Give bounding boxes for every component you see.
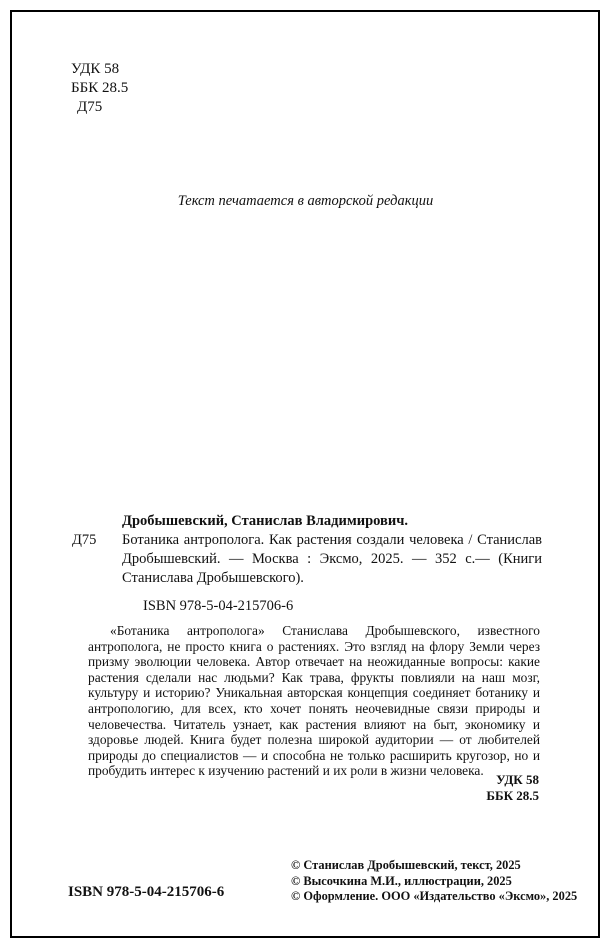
copyright-line-text: © Станислав Дробышевский, текст, 2025 <box>291 858 521 872</box>
copyright-block <box>291 858 577 905</box>
bbk-code: ББК 28.5 <box>71 80 129 96</box>
annotation-paragraph: «Ботаника антрополога» Станислава Дробышевского, известного антрополога, не просто книга о растениях. Это взгляд на флору Земли через призму эволюции человека. Автор отвечает на неожиданные вопросы: какие растения сделали нас людьми? Как трава, фрукты повлияли на наш мозг, культуру и историю? Уникальная авторская концепция соединяет ботанику и антропологию, для всех, кто хочет понять неочевидные связи природы и человечества. Читатель узнает, как растения влияют на быт, экономику и здоровье людей. Книга будет полезна широкой аудитории — от любителей природы до специалистов — и способна не только расширить кругозор, но и пробудить интерес к изучению растений и их роли в жизни человека. <box>88 623 540 779</box>
bbk-code-bottom: ББК 28.5 <box>486 788 539 803</box>
classification-codes-top <box>71 60 128 117</box>
classification-codes-bottom <box>486 772 539 804</box>
copyright-line-illustrations: © Высочкина М.И., иллюстрации, 2025 <box>291 873 512 888</box>
bibliographic-description: Ботаника антрополога. Как растения создали человека / Станислав Дробышевский. — Москва : Эксмо, 2025. — 352 с.— (Книги Станислава Дробышевского). <box>122 532 542 586</box>
edition-note: Текст печатается в авторской редакции <box>177 193 434 209</box>
catalog-index: Д75 <box>72 532 97 548</box>
author-sign-code: Д75 <box>77 99 103 115</box>
author-line: Дробышевский, Станислав Владимирович. <box>122 513 409 529</box>
udk-code: УДК 58 <box>71 61 120 77</box>
isbn-catalog-line: ISBN 978-5-04-215706-6 <box>143 598 294 614</box>
udk-code-bottom: УДК 58 <box>496 772 539 787</box>
copyright-line-publisher: © Оформление. ООО «Издательство «Эксмо», 2025 <box>291 889 578 904</box>
bibliographic-record <box>122 512 542 588</box>
isbn-bottom: ISBN 978-5-04-215706-6 <box>68 884 225 900</box>
